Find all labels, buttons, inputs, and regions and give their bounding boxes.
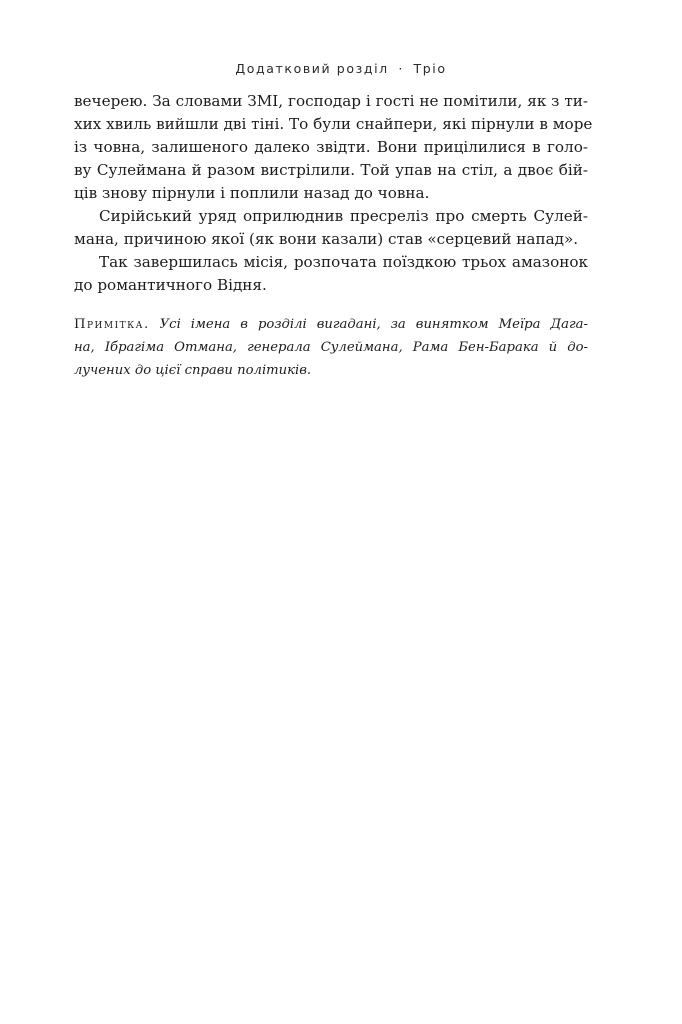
body-line: мана, причиною якої (як вони казали) став «серцевий напад». (74, 230, 579, 248)
body-line: ву Сулеймана й разом вистрілили. Той упав на стіл, а двоє бій- (74, 161, 588, 179)
body-line: до романтичного Відня. (74, 276, 267, 294)
running-head (0, 61, 682, 76)
body-line: Так завершилась місія, розпочата поїздкою трьох амазонок (99, 253, 588, 271)
footnote-line (74, 313, 588, 336)
running-head-title: Тріо (413, 61, 447, 76)
footnote-text: Усі імена в розділі вигадані, за винятком Меїра Дага- (159, 317, 588, 332)
footnote (74, 313, 588, 382)
footnote-line: лучених до цієї справи політиків. (74, 363, 312, 378)
body-line: Сирійський уряд оприлюднив пресреліз про смерть Сулей- (99, 207, 588, 225)
body-line: ців знову пірнули і поплили назад до човна. (74, 184, 430, 202)
footnote-label: Примітка. (74, 317, 150, 332)
body-line: вечерею. За словами ЗМІ, господар і гості не помітили, як з ти- (74, 92, 588, 110)
running-head-separator: · (398, 61, 404, 76)
running-head-section: Додатковий розділ (235, 61, 389, 76)
body-line: із човна, залишеного далеко звідти. Вони прицілилися в голо- (74, 138, 588, 156)
footnote-line: на, Ібрагіма Отмана, генерала Сулеймана, Рама Бен-Барака й до- (74, 340, 588, 355)
body-line: хих хвиль вийшли дві тіні. То були снайпери, які пірнули в море (74, 115, 593, 133)
body-text (74, 90, 593, 297)
